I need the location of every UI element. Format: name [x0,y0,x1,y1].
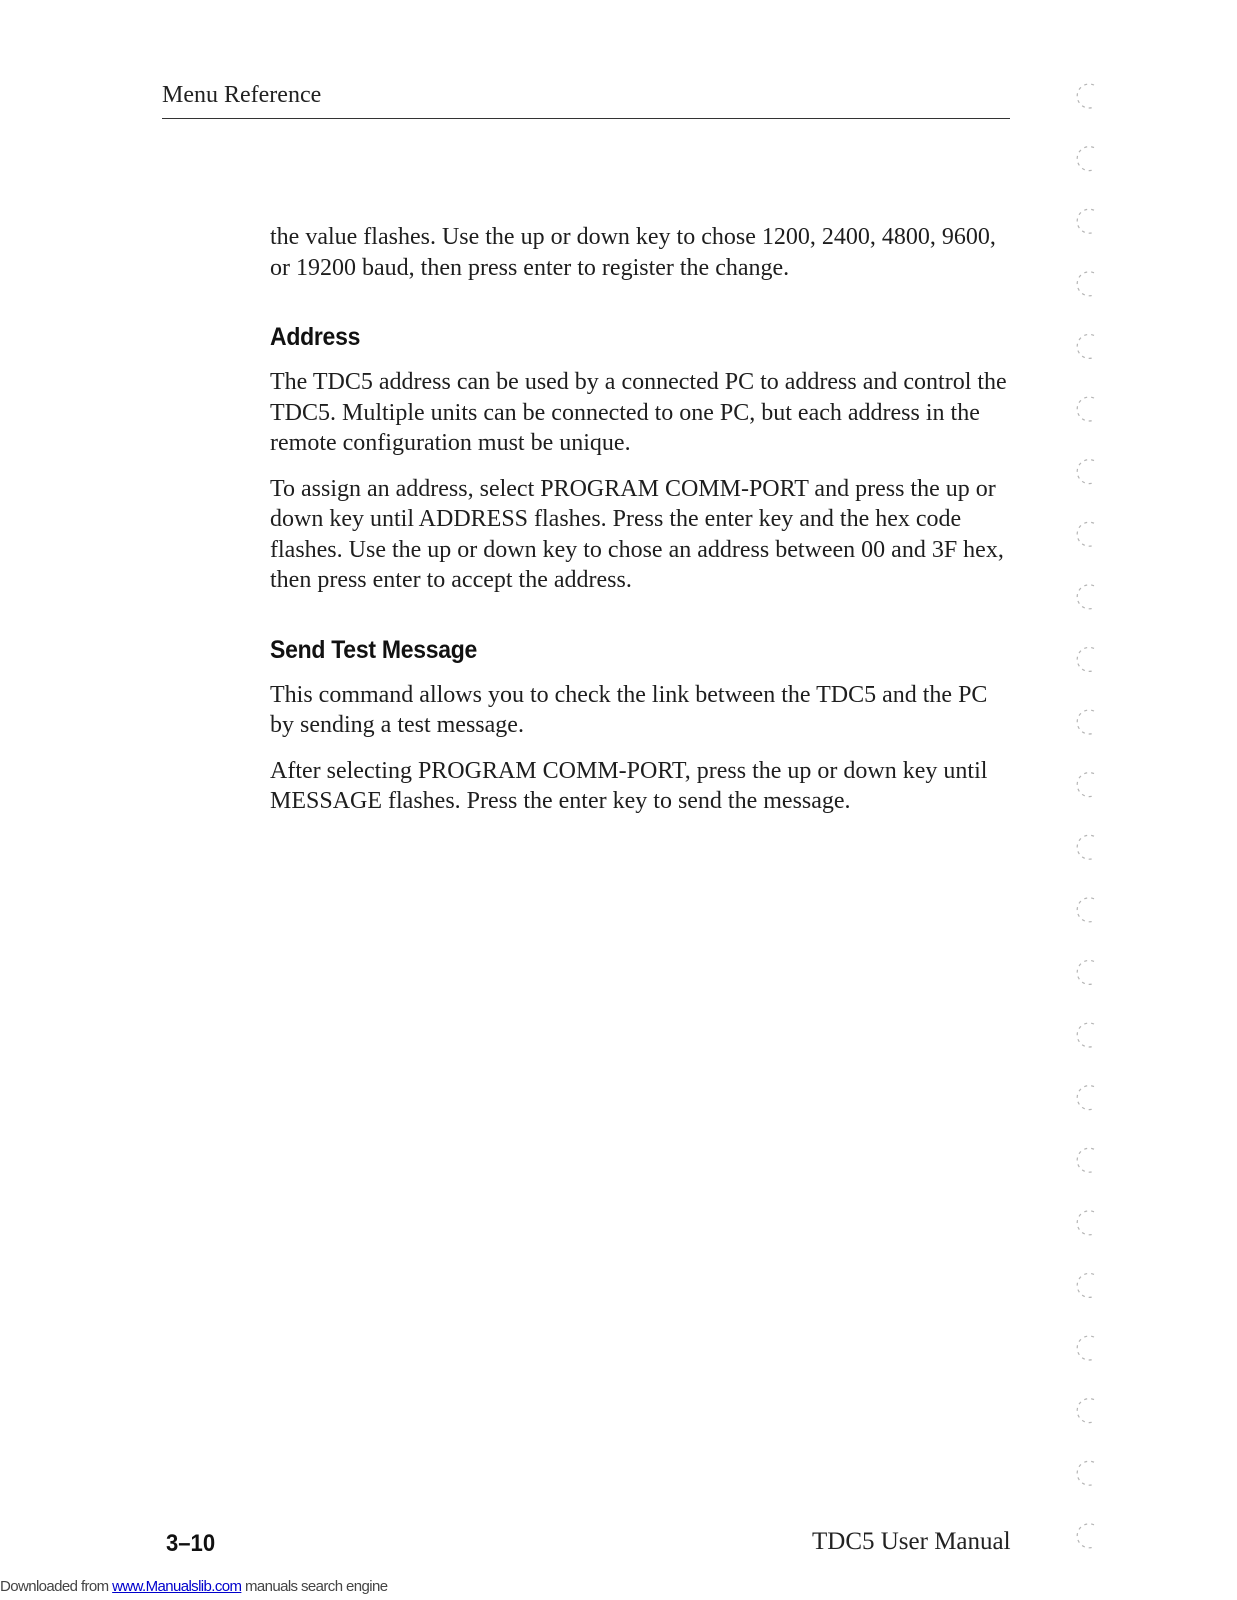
download-notice [0,1578,387,1595]
binding-hole-icon [1077,1023,1094,1047]
binding-hole-icon [1077,835,1094,859]
binding-hole-icon [1077,1273,1094,1297]
binding-hole-icon [1077,209,1094,233]
binding-hole-icon [1077,1086,1094,1110]
download-suffix: manuals search engine [241,1578,388,1595]
binding-hole-icon [1077,84,1094,108]
header-rule [162,118,1010,119]
binding-hole-icon [1077,522,1094,546]
binding-hole-icons [1077,84,1094,1548]
binding-holes [1068,30,1118,1570]
address-heading: Address [270,323,361,351]
download-prefix: Downloaded from [0,1578,113,1595]
binding-hole-icon [1077,960,1094,984]
binding-hole-icon [1077,710,1094,734]
binding-hole-icon [1077,1461,1094,1485]
manualslib-link[interactable]: www.Manualslib.com [112,1578,242,1595]
binding-hole-icon [1077,647,1094,671]
binding-hole-icon [1077,1524,1094,1548]
binding-hole-icon [1077,1211,1094,1235]
send-test-message-paragraph-2: After selecting PROGRAM COMM-PORT, press the up or down key until MESSAGE flashes. Press the enter key to send the message. [270,757,988,814]
binding-hole-icon [1077,397,1094,421]
send-test-message-heading: Send Test Message [270,635,478,664]
manual-title: TDC5 User Manual [812,1528,1011,1555]
binding-hole-icon [1077,585,1094,609]
binding-hole-icon [1077,460,1094,484]
intro-paragraph: the value flashes. Use the up or down key to chose 1200, 2400, 4800, 9600, or 19200 baud, then press enter to register the change. [270,224,996,281]
address-paragraph-2: To assign an address, select PROGRAM COMM-PORT and press the up or down key until ADDRESS flashes. Press the enter key and the hex code flashes. Use the up or down key to chose an address between 00 and 3F hex, then press enter to accept the address. [270,475,1004,593]
address-paragraph-1: The TDC5 address can be used by a connected PC to address and control the TDC5. Multiple units can be connected to one PC, but each address in the remote configuration must be unique. [270,369,1007,456]
binding-hole-icon [1077,1399,1094,1423]
binding-hole-icon [1077,334,1094,358]
page-number: 3–10 [166,1530,216,1557]
send-test-message-paragraph-1: This command allows you to check the link between the TDC5 and the PC by sending a test message. [270,681,988,738]
binding-hole-icon [1077,1336,1094,1360]
binding-hole-icon [1077,898,1094,922]
page-body [270,222,1010,817]
binding-hole-icon [1077,272,1094,296]
binding-hole-icon [1077,773,1094,797]
binding-hole-icon [1077,147,1094,171]
running-head: Menu Reference [162,82,322,108]
binding-hole-icon [1077,1148,1094,1172]
